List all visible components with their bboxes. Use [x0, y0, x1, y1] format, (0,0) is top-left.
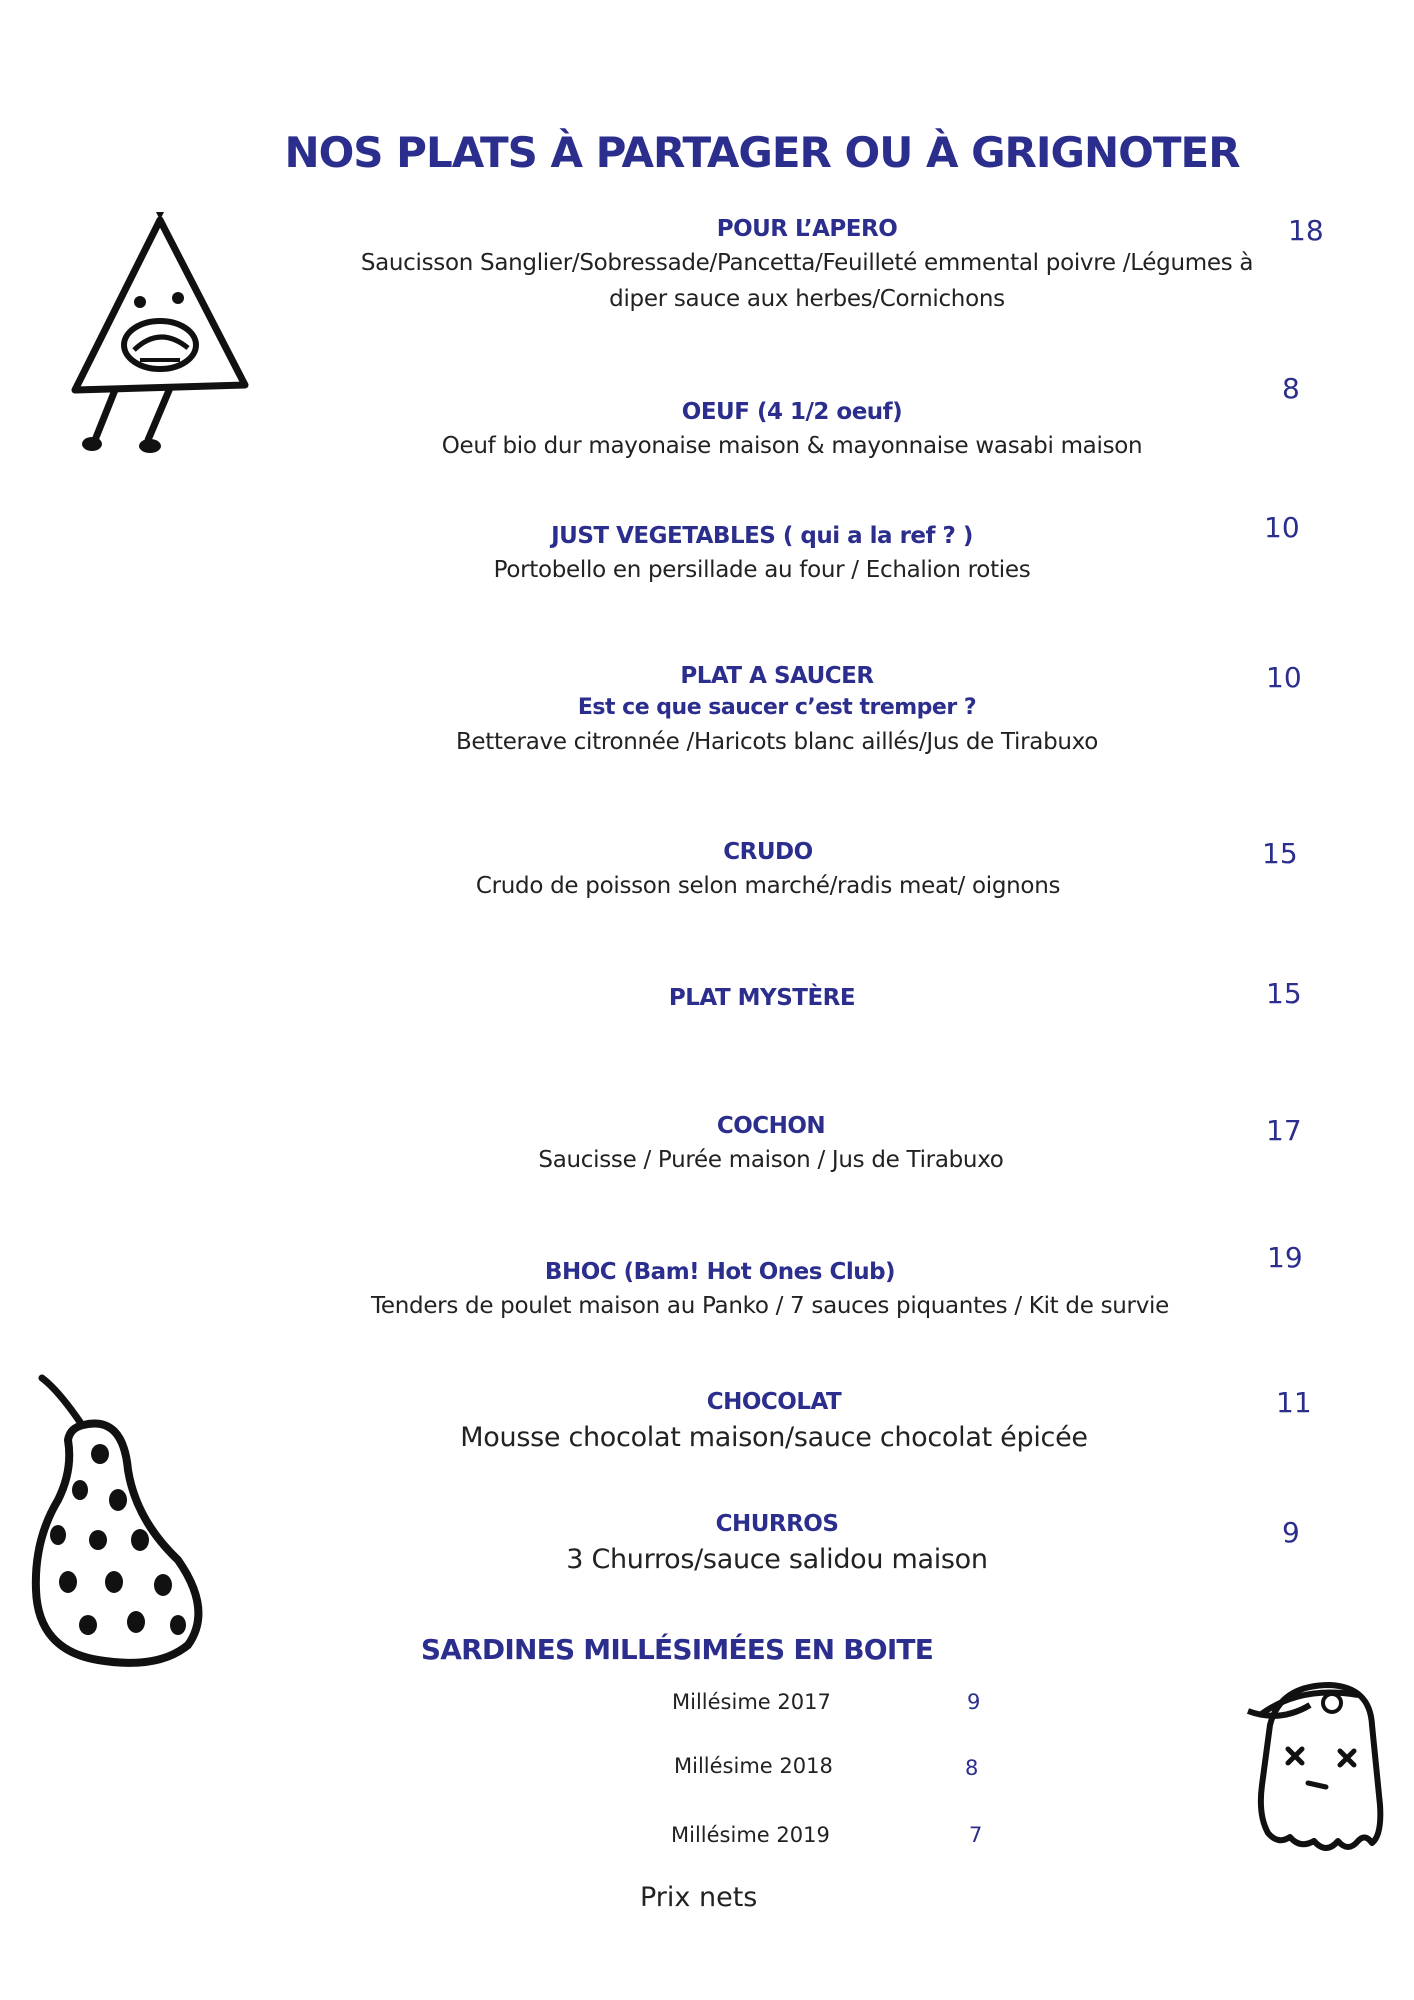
- triangle-character-icon: [60, 210, 260, 470]
- dish-description: Saucisson Sanglier/Sobressade/Pancetta/Feuilleté emmental poivre /Légumes à: [360, 250, 1254, 276]
- dish-description: diper sauce aux herbes/Cornichons: [609, 286, 1005, 312]
- ghost-icon: [1240, 1665, 1400, 1865]
- menu-item-plat-mystere: [0, 982, 1414, 1014]
- dish-price: 9: [1282, 1516, 1300, 1549]
- dish-name: PLAT MYSTÈRE: [668, 985, 856, 1011]
- dish-price: 18: [1288, 214, 1324, 247]
- dish-price: 10: [1264, 511, 1300, 544]
- dish-name: CRUDO: [723, 839, 813, 865]
- dish-name: COCHON: [716, 1113, 826, 1139]
- dish-price: 19: [1267, 1241, 1303, 1274]
- dish-description: Tenders de poulet maison au Panko / 7 sauces piquantes / Kit de survie: [371, 1293, 1169, 1319]
- page-title: NOS PLATS À PARTAGER OU À GRIGNOTER: [284, 128, 1240, 177]
- dish-price: 17: [1266, 1114, 1302, 1147]
- dish-price: 15: [1266, 977, 1302, 1010]
- dish-price: 8: [1282, 372, 1300, 405]
- sardine-price: 7: [969, 1823, 983, 1847]
- dish-price: 10: [1266, 661, 1302, 694]
- dish-name: CHOCOLAT: [706, 1389, 842, 1415]
- sardines-title: SARDINES MILLÉSIMÉES EN BOITE: [420, 1633, 934, 1666]
- sardine-price: 8: [965, 1756, 979, 1780]
- dish-description: Oeuf bio dur mayonaise maison & mayonnaise wasabi maison: [441, 433, 1143, 459]
- dish-name: POUR L’APERO: [716, 216, 898, 242]
- dish-price: 15: [1262, 837, 1298, 870]
- dish-description: 3 Churros/sauce salidou maison: [566, 1544, 988, 1575]
- dish-description: Crudo de poisson selon marché/radis meat/ oignons: [475, 873, 1061, 899]
- menu-item-bhoc: [0, 1256, 1414, 1324]
- dish-name: OEUF (4 1/2 oeuf): [681, 399, 903, 425]
- menu-item-just-vegetables: [0, 520, 1414, 588]
- dish-description: Mousse chocolat maison/sauce chocolat épicée: [460, 1422, 1088, 1453]
- menu-item-plat-a-saucer: [0, 660, 1414, 760]
- sardine-label: Millésime 2017: [672, 1690, 831, 1714]
- menu-item-cochon: [0, 1110, 1414, 1178]
- sardine-price: 9: [967, 1690, 981, 1714]
- menu-item-crudo: [0, 836, 1414, 904]
- dish-description: Saucisse / Purée maison / Jus de Tirabuxo: [538, 1147, 1004, 1173]
- dish-subtitle: Est ce que saucer c’est tremper ?: [577, 695, 977, 720]
- dish-name: JUST VEGETABLES ( qui a la ref ? ): [551, 523, 973, 549]
- sardine-label: Millésime 2018: [674, 1754, 833, 1778]
- dish-price: 11: [1276, 1386, 1312, 1419]
- sardine-label: Millésime 2019: [671, 1823, 830, 1847]
- pear-icon: [28, 1370, 218, 1670]
- dish-description: Portobello en persillade au four / Echalion roties: [493, 557, 1031, 583]
- dish-name: BHOC (Bam! Hot Ones Club): [544, 1259, 896, 1285]
- dish-description: Betterave citronnée /Haricots blanc aillés/Jus de Tirabuxo: [455, 729, 1099, 755]
- dish-name: PLAT A SAUCER: [680, 663, 874, 689]
- dish-name: CHURROS: [715, 1511, 839, 1537]
- footer-note: Prix nets: [640, 1882, 758, 1913]
